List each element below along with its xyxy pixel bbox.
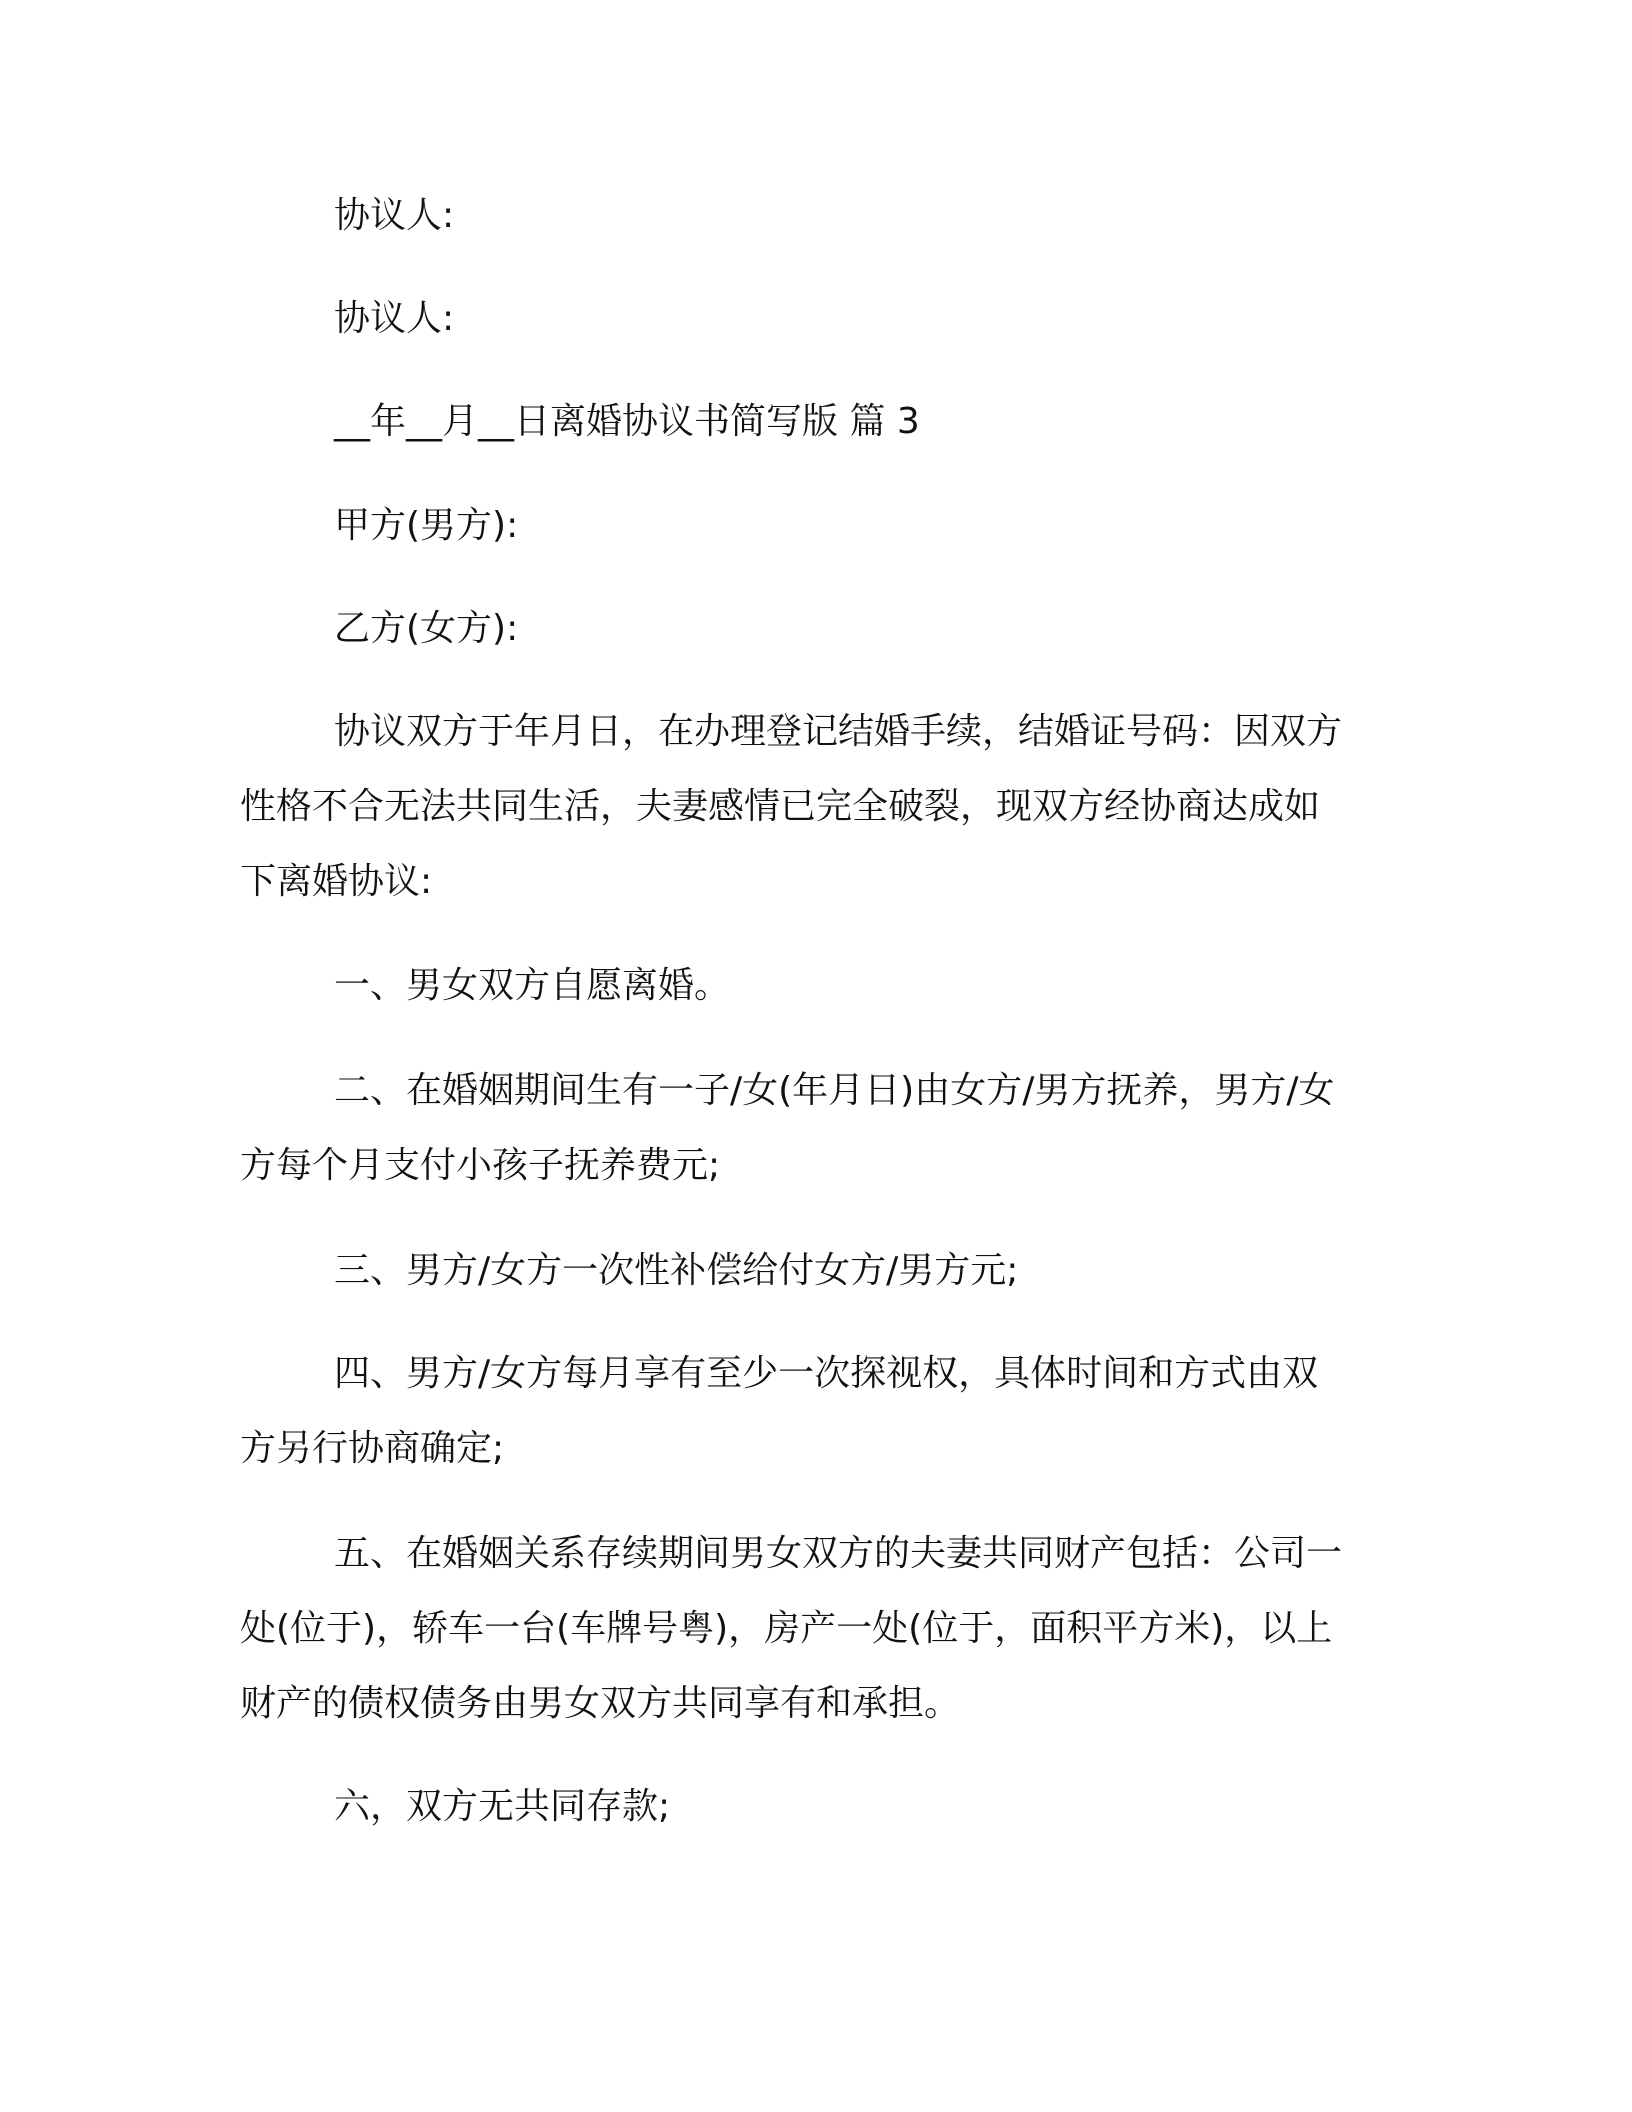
intro-paragraph-line-3: 下离婚协议: — [240, 861, 433, 902]
intro-paragraph-line-2: 性格不合无法共同生活，夫妻感情已完全破裂，现双方经协商达成如 — [240, 786, 1321, 827]
clause-3: 三、男方/女方一次性补偿给付女方/男方元; — [334, 1250, 1019, 1291]
clause-5-line-2: 处(位于)，轿车一台(车牌号粤)，房产一处(位于，面积平方米)，以上 — [240, 1608, 1333, 1649]
party-b-line: 乙方(女方): — [334, 608, 519, 649]
clause-6: 六，双方无共同存款; — [334, 1786, 671, 1827]
intro-paragraph-line-1: 协议双方于年月日，在办理登记结婚手续，结婚证号码：因双方 — [334, 711, 1343, 752]
clause-2-line-1: 二、在婚姻期间生有一子/女(年月日)由女方/男方抚养，男方/女 — [334, 1070, 1335, 1111]
party-a-line: 甲方(男方): — [334, 505, 519, 546]
clause-1: 一、男女双方自愿离婚。 — [334, 965, 731, 1006]
signatory-line-1: 协议人: — [334, 195, 455, 236]
clause-4-line-1: 四、男方/女方每月享有至少一次探视权，具体时间和方式由双 — [334, 1353, 1319, 1394]
clause-2-line-2: 方每个月支付小孩子抚养费元; — [240, 1145, 721, 1186]
clause-5-line-1: 五、在婚姻关系存续期间男女双方的夫妻共同财产包括：公司一 — [334, 1533, 1343, 1574]
clause-5-line-3: 财产的债权债务由男女双方共同享有和承担。 — [240, 1683, 961, 1724]
signatory-line-2: 协议人: — [334, 298, 455, 339]
section-title: __年__月__日离婚协议书简写版 篇 3 — [334, 401, 920, 442]
clause-4-line-2: 方另行协商确定; — [240, 1428, 505, 1469]
